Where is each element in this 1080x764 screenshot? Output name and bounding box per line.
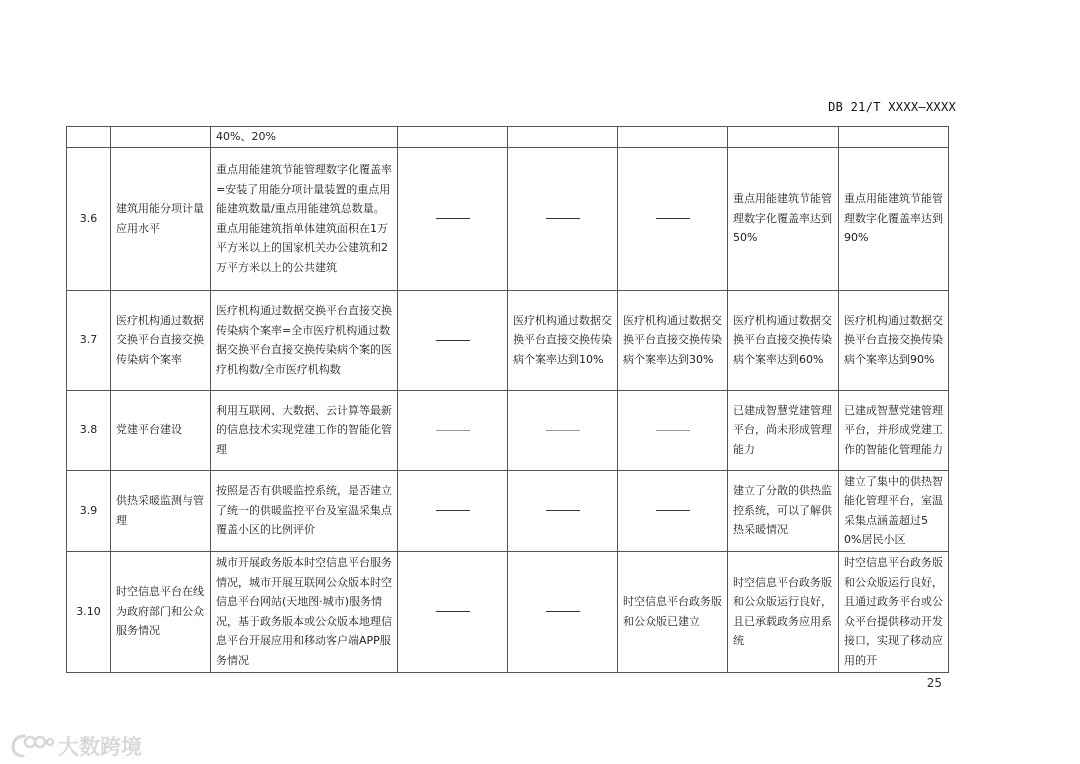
level-cell: 建立了集中的供热智能化管理平台，室温采集点涵盖超过50%居民小区 — [839, 470, 949, 551]
standards-table — [66, 126, 949, 673]
watermark — [10, 731, 142, 761]
row-number: 3.10 — [67, 551, 111, 672]
empty-dash-cell — [618, 470, 728, 551]
indicator-name: 建筑用能分项计量应用水平 — [111, 147, 211, 290]
table-cell — [111, 127, 211, 148]
table-row — [67, 470, 949, 551]
level-cell: 已建成智慧党建管理平台，尚未形成管理能力 — [728, 390, 839, 470]
dash-mark — [436, 510, 470, 511]
dash-mark — [436, 218, 470, 219]
indicator-description: 按照是否有供暖监控系统，是否建立了统一的供暖监控平台及室温采集点覆盖小区的比例评价 — [211, 470, 398, 551]
level-cell: 医疗机构通过数据交换平台直接交换传染病个案率达到90% — [839, 290, 949, 390]
dash-mark — [546, 430, 580, 431]
table-cell — [67, 127, 111, 148]
table-row — [67, 290, 949, 390]
dash-mark — [656, 218, 690, 219]
indicator-name: 时空信息平台在线为政府部门和公众服务情况 — [111, 551, 211, 672]
row-number: 3.8 — [67, 390, 111, 470]
indicator-name: 供热采暖监测与管理 — [111, 470, 211, 551]
row-number: 3.7 — [67, 290, 111, 390]
level-cell: 已建成智慧党建管理平台，并形成党建工作的智能化管理能力 — [839, 390, 949, 470]
level-cell: 重点用能建筑节能管理数字化覆盖率达到50% — [728, 147, 839, 290]
table-row — [67, 147, 949, 290]
dash-mark — [546, 611, 580, 612]
dash-mark — [656, 510, 690, 511]
dash-mark — [436, 611, 470, 612]
level-cell: 时空信息平台政务版和公众版运行良好，且已承载政务应用系统 — [728, 551, 839, 672]
empty-dash-cell — [508, 390, 618, 470]
table-cell — [728, 127, 839, 148]
row-number: 3.9 — [67, 470, 111, 551]
level-cell: 医疗机构通过数据交换平台直接交换传染病个案率达到30% — [618, 290, 728, 390]
indicator-name: 医疗机构通过数据交换平台直接交换传染病个案率 — [111, 290, 211, 390]
watermark-text: 大数跨境 — [58, 735, 142, 759]
empty-dash-cell — [508, 551, 618, 672]
dash-mark — [436, 430, 470, 431]
table-cell — [508, 127, 618, 148]
page-number: 25 — [926, 676, 942, 690]
table-row — [67, 551, 949, 672]
row-number: 3.6 — [67, 147, 111, 290]
dash-mark — [656, 430, 690, 431]
table-cell — [618, 127, 728, 148]
indicator-name: 党建平台建设 — [111, 390, 211, 470]
dash-mark — [436, 340, 470, 341]
level-cell: 时空信息平台政务版和公众版运行良好，且通过政务平台或公众平台提供移动开发接口，实现了移动应用的开 — [839, 551, 949, 672]
table-row — [67, 127, 949, 148]
table-cell — [398, 127, 508, 148]
empty-dash-cell — [618, 390, 728, 470]
level-cell: 建立了分散的供热监控系统，可以了解供热采暖情况 — [728, 470, 839, 551]
dash-mark — [546, 510, 580, 511]
document-code-header: DB 21/T XXXX—XXXX — [828, 100, 956, 114]
empty-dash-cell — [398, 551, 508, 672]
level-cell: 重点用能建筑节能管理数字化覆盖率达到90% — [839, 147, 949, 290]
empty-dash-cell — [508, 147, 618, 290]
empty-dash-cell — [618, 147, 728, 290]
table-cell — [839, 127, 949, 148]
indicator-description: 医疗机构通过数据交换平台直接交换传染病个案率=全市医疗机构通过数据交换平台直接交换传染病个案的医疗机构数/全市医疗机构数 — [211, 290, 398, 390]
level-cell: 医疗机构通过数据交换平台直接交换传染病个案率达到10% — [508, 290, 618, 390]
indicator-description: 重点用能建筑节能管理数字化覆盖率=安装了用能分项计量装置的重点用能建筑数量/重点用能建筑总数量。重点用能建筑指单体建筑面积在1万平方米以上的国家机关办公建筑和2万平方米以上的公共建筑 — [211, 147, 398, 290]
table-row — [67, 390, 949, 470]
empty-dash-cell — [398, 290, 508, 390]
level-cell: 时空信息平台政务版和公众版已建立 — [618, 551, 728, 672]
empty-dash-cell — [398, 147, 508, 290]
row-fragment-text: 40%、20% — [211, 127, 398, 148]
level-cell: 医疗机构通过数据交换平台直接交换传染病个案率达到60% — [728, 290, 839, 390]
indicator-description: 城市开展政务版本时空信息平台服务情况，城市开展互联网公众版本时空信息平台网站(天地图·城市)服务情况，基于政务版本或公众版本地理信息平台开展应用和移动客户端APP服务情况 — [211, 551, 398, 672]
empty-dash-cell — [508, 470, 618, 551]
watermark-logo-icon — [10, 733, 54, 759]
dash-mark — [546, 218, 580, 219]
empty-dash-cell — [398, 390, 508, 470]
empty-dash-cell — [398, 470, 508, 551]
indicator-description: 利用互联网、大数据、云计算等最新的信息技术实现党建工作的智能化管理 — [211, 390, 398, 470]
